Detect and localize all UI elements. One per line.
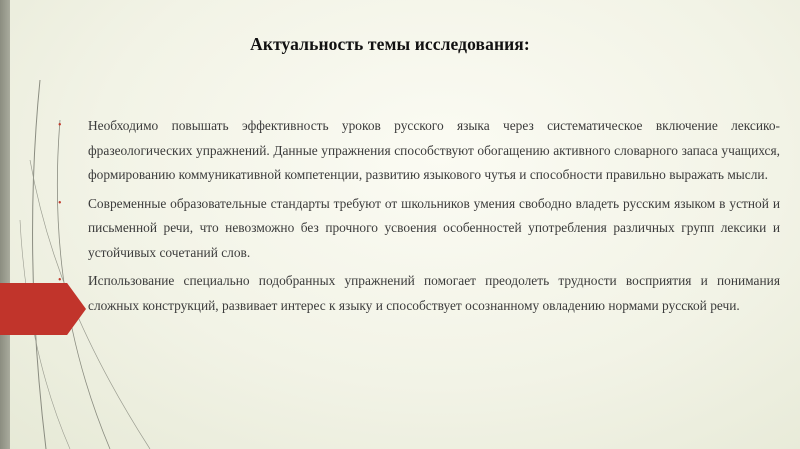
bullet-item [58,192,780,266]
bullet-icon: • [58,120,62,131]
bullet-text: Использование специально подобранных упражнений помогает преодолеть трудности восприятия и понимания сложных конструкций, развивает интерес к языку и способствует осознанному овладению нормами русской речи. [88,273,780,313]
bullet-icon: • [58,275,62,286]
bullet-icon: • [58,197,62,209]
bullet-item [58,269,780,318]
bullet-text: Необходимо повышать эффективность уроков русского языка через систематическое включение лексико-фразеологических упражнений. Данные упражнения способствуют обогащению активного словарного запаса учащихся, формированию коммуникативной компетенции, развитию языкового чутья и способности правильно выражать мысли. [88,118,780,182]
slide-title: Актуальность темы исследования: [250,34,530,54]
bullet-list [58,114,780,322]
bullet-item [58,114,780,188]
left-decorative-band [0,0,10,449]
bullet-text: Современные образовательные стандарты требуют от школьников умения свободно владеть русским языком в устной и письменной речи, что невозможно без прочного усвоения особенностей употребления различных групп лексики и устойчивых сочетаний слов. [88,195,780,260]
